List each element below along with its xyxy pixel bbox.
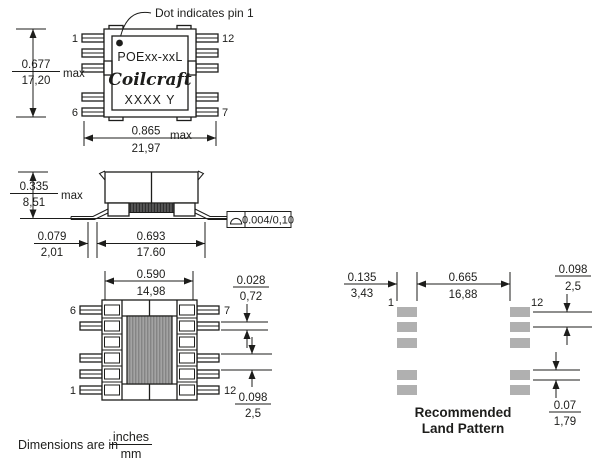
dim-value-inches: 0.677 (21, 59, 51, 71)
side-view-foot-right (174, 203, 195, 216)
bottom-view-left-leads (80, 306, 102, 394)
dim-bottom-width (105, 269, 193, 300)
dim-side-height (10, 172, 83, 219)
land-pad (397, 370, 417, 380)
side-view-foot-left (108, 203, 129, 216)
dim-value-mm: 0,72 (239, 291, 263, 303)
dim-value-inches: 0.693 (136, 231, 166, 243)
date-code-text: XXXX Y (124, 93, 176, 107)
land-pad (510, 338, 530, 348)
pin-label-1: 1 (69, 385, 76, 397)
dim-value-mm: 2,5 (565, 281, 581, 293)
pad-label-12: 12 (531, 297, 544, 309)
side-view-clip-right (198, 171, 204, 180)
land-pad (510, 322, 530, 332)
dim-value-inches: 0.079 (37, 231, 67, 243)
dim-value-mm: 17,20 (21, 75, 51, 87)
dim-value-inches: 0.665 (448, 272, 478, 284)
land-pad (397, 322, 417, 332)
dim-value-mm: 1,79 (553, 416, 577, 428)
pin1-callout-label: Dot indicates pin 1 (155, 6, 254, 20)
flatness-callout (227, 212, 294, 228)
bottom-view-winding-area (127, 316, 172, 384)
dim-value-inches: 0.865 (131, 125, 161, 138)
land-pad (397, 307, 417, 317)
bottom-view (70, 269, 272, 420)
dim-suffix-max: max (170, 130, 192, 142)
dim-value-mm: 3,43 (350, 288, 374, 300)
dim-suffix-max: max (61, 190, 83, 202)
pin-label-6: 6 (71, 107, 78, 119)
land-pattern (344, 264, 592, 436)
dim-value-inches: 0.07 (553, 400, 577, 412)
dim-value-mm: 16,88 (448, 289, 478, 301)
units-note (18, 430, 152, 461)
dim-value-inches: 0.590 (136, 269, 166, 281)
dim-bottom-pitch (221, 337, 272, 420)
pad-label-1: 1 (387, 297, 394, 309)
dim-value-mm: 21,97 (131, 143, 161, 155)
land-pad (510, 307, 530, 317)
land-pattern-title-line2: Land Pattern (421, 421, 505, 436)
dim-value-inches: 0.098 (238, 392, 268, 404)
dim-value-mm: 2,5 (245, 408, 261, 420)
dim-value-inches: 0.135 (347, 272, 377, 284)
land-pattern-right-pads (510, 307, 530, 395)
pin1-dot (116, 40, 123, 47)
dim-land-gap (417, 272, 510, 301)
land-pad (510, 370, 530, 380)
dim-land-pad-width (344, 272, 417, 301)
land-pattern-left-pads (397, 307, 417, 395)
land-pattern-title-line1: Recommended (414, 405, 512, 420)
dim-side-lead-and-span (34, 222, 205, 259)
side-view-winding-strip (129, 203, 174, 213)
dim-value-inches: 0.098 (558, 264, 588, 276)
dim-land-pad-height (533, 352, 581, 428)
pin-label-6: 6 (69, 305, 76, 317)
top-view (12, 6, 254, 155)
units-note-prefix: Dimensions are in (18, 438, 119, 452)
side-view-clip-left (100, 171, 106, 180)
land-pad (510, 385, 530, 395)
units-note-numerator: inches (112, 430, 150, 444)
dim-value-mm: 2,01 (40, 247, 64, 259)
pin-label-12: 12 (222, 33, 235, 45)
part-number-text: POExx-xxL (117, 50, 183, 64)
pin-label-1: 1 (71, 33, 78, 45)
bottom-view-right-leads (197, 306, 219, 394)
dim-value-inches: 0.028 (236, 275, 266, 287)
side-view (10, 171, 294, 259)
dim-value-mm: 14,98 (136, 286, 166, 298)
coilcraft-logo-text: Coilcraft (108, 70, 192, 90)
units-note-denominator: mm (120, 447, 142, 461)
pin-label-7: 7 (224, 305, 231, 317)
land-pad (397, 338, 417, 348)
dim-value-mm: 8,51 (22, 197, 46, 209)
flatness-value: 0.004/0,10 (242, 214, 294, 227)
pin-label-7: 7 (222, 107, 229, 119)
land-pad (397, 385, 417, 395)
pin-label-12: 12 (224, 385, 237, 397)
dim-top-width (84, 121, 216, 155)
dim-suffix-max: max (63, 68, 85, 80)
dim-value-inches: 0.335 (19, 181, 49, 193)
dim-value-mm: 17.60 (136, 247, 166, 259)
